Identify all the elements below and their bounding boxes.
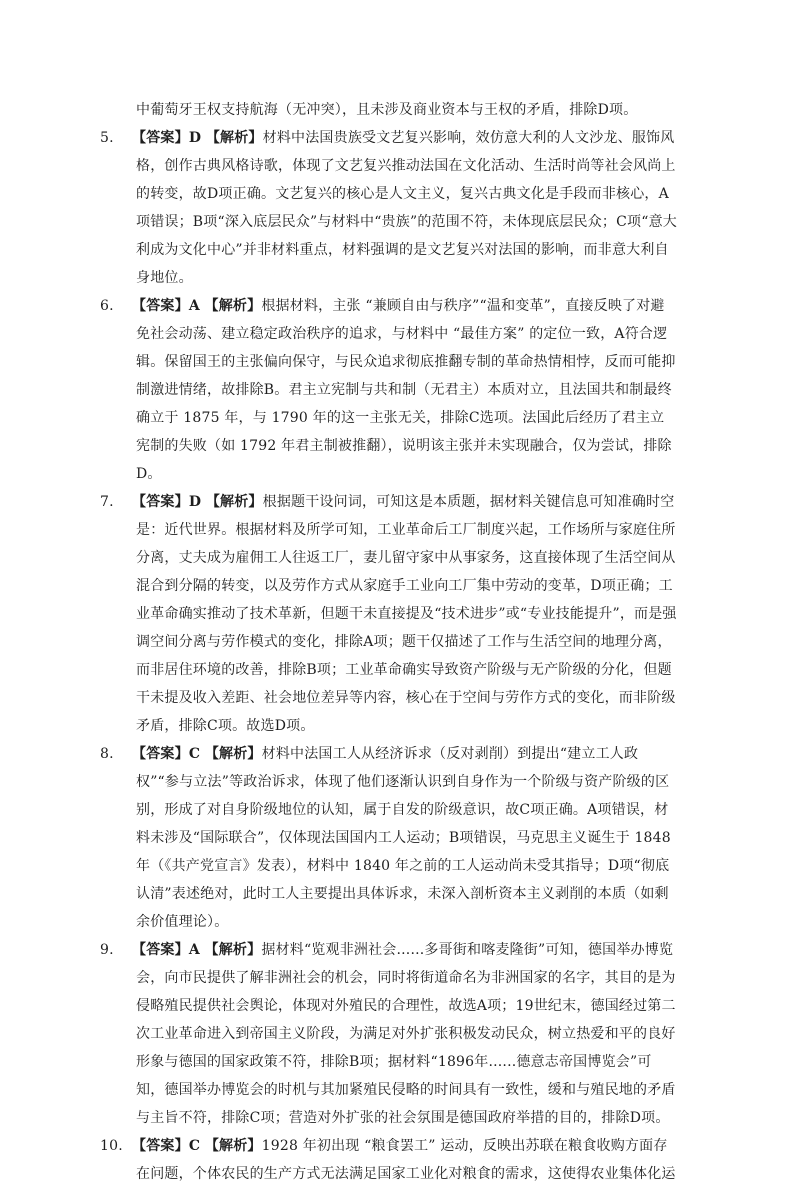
answer-tag: 【答案】 [132,746,189,762]
answer-letter: C [188,746,201,762]
answer-tag: 【答案】 [132,942,189,958]
analysis-text: 据材料“览观非洲社会......多哥街和喀麦隆街”可知，德国举办博览会，向市民提供了解非洲社会的机会，同时将街道命名为非洲国家的名字，其目的是为侵略殖民提供社会舆论，体现对外殖民的合理性，故选A项；19世纪末，德国经过第二次工业革命进入到帝国主义阶段，为满足对外扩张积极发动民众，树立热爱和平的良好形象与德国的国家政策不符，排除B项；据材料“1896年......德意志帝国博览会”可知，德国举办博览会的时机与其加紧殖民侵略的时间具有一致性，缓和与殖民地的矛盾与主旨不符，排除C项；营造对外扩张的社会氛围是德国政府举措的目的，排除D项。 [136,942,676,1126]
answer-letter: A [188,942,200,958]
question-item-9 [100,936,678,1132]
analysis-tag: 【解析】 [204,942,262,958]
answer-tag: 【答案】 [132,1138,189,1154]
continued-text: 中葡萄牙王权支持航海（无冲突），且未涉及商业资本与王权的矛盾，排除D项。 [136,102,638,118]
analysis-text: 根据题干设问词，可知这是本质题，据材料关键信息可知准确时空是：近代世界。根据材料及所学可知，工业革命后工厂制度兴起，工作场所与家庭住所分离，丈夫成为雇佣工人往返工厂，妻儿留守家中从事家务，这直接体现了生活空间从混合到分隔的转变，以及劳作方式从家庭手工业向工厂集中劳动的变革，D项正确；工业革命确实推动了技术革新，但题干未直接提及“技术进步”或“专业技能提升”，而是强调空间分离与劳作模式的变化，排除A项；题干仅描述了工作与生活空间的地理分离，而非居住环境的改善，排除B项；工业革命确实导致资产阶级与无产阶级的分化，但题干未提及收入差距、社会地位差异等内容，核心在于空间与劳作方式的变化，而非阶级矛盾，排除C项。故选D项。 [136,494,677,734]
analysis-text: 根据材料，主张 “兼顾自由与秩序”“温和变革”，直接反映了对避免社会动荡、建立稳定政治秩序的追求，与材料中 “最佳方案” 的定位一致，A符合逻辑。保留国王的主张偏向保守，与民众追求彻底推翻专制的革命热情相悖，反而可能抑制激进情绪，故排除B。君主立宪制与共和制（无君主）本质对立，且法国共和制最终确立于 1875 年，与 1790 年的这一主张无关，排除C选项。法国此后经历了君主立宪制的失败（如 1792 年君主制被推翻），说明该主张并未实现融合，仅为尝试，排除D。 [136,298,676,482]
analysis-text: 材料中法国工人从经济诉求（反对剥削）到提出“建立工人政权”“参与立法”等政治诉求，体现了他们逐渐认识到自身作为一个阶级与资产阶级的区别，形成了对自身阶级地位的认知，属于自发的阶级意识，故C项正确。A项错误，材料未涉及“国际联合”，仅体现法国国内工人运动；B项错误，马克思主义诞生于 1848 年（《共产党宣言》发表），材料中 1840 年之前的工人运动尚未受其指导；D项“彻底认清”表述绝对，此时工人主要提出具体诉求，未深入剖析资本主义剥削的本质（如剩余价值理论）。 [136,746,671,930]
question-number: 8. [100,746,114,762]
question-item-7 [100,488,678,740]
analysis-tag: 【解析】 [204,746,262,762]
analysis-tag: 【解析】 [205,130,263,146]
answer-letter: A [188,298,200,314]
question-number: 6. [100,298,114,314]
question-item-8 [100,740,678,936]
question-item-5 [100,124,678,292]
answer-analysis-content [100,96,678,1188]
answer-tag: 【答案】 [132,298,189,314]
question-item-10 [100,1132,678,1188]
question-number: 7. [100,494,114,510]
question-item-6 [100,292,678,488]
answer-letter: C [188,1138,201,1154]
answer-letter: D [188,494,202,510]
analysis-text: 1928 年初出现 “粮食罢工” 运动，反映出苏联在粮食收购方面存在问题，个体农民的生产方式无法满足国家工业化对粮食的需求，这使得农业集体化运 [136,1138,676,1182]
answer-tag: 【答案】 [132,130,189,146]
answer-tag: 【答案】 [132,494,189,510]
question-number: 5. [100,130,114,146]
analysis-text: 材料中法国贵族受文艺复兴影响，效仿意大利的人文沙龙、服饰风格，创作古典风格诗歌，体现了文艺复兴推动法国在文化活动、生活时尚等社会风尚上的转变，故D项正确。文艺复兴的核心是人文主义，复兴古典文化是手段而非核心，A项错误；B项“深入底层民众”与材料中“贵族”的范围不符，未体现底层民众；C项“意大利成为文化中心”并非材料重点，材料强调的是文艺复兴对法国的影响，而非意大利自身地位。 [136,130,677,286]
question-number: 9. [100,942,114,958]
analysis-tag: 【解析】 [204,298,262,314]
question-number: 10. [100,1138,123,1154]
answer-letter: D [188,130,202,146]
analysis-tag: 【解析】 [205,494,263,510]
analysis-tag: 【解析】 [204,1138,262,1154]
